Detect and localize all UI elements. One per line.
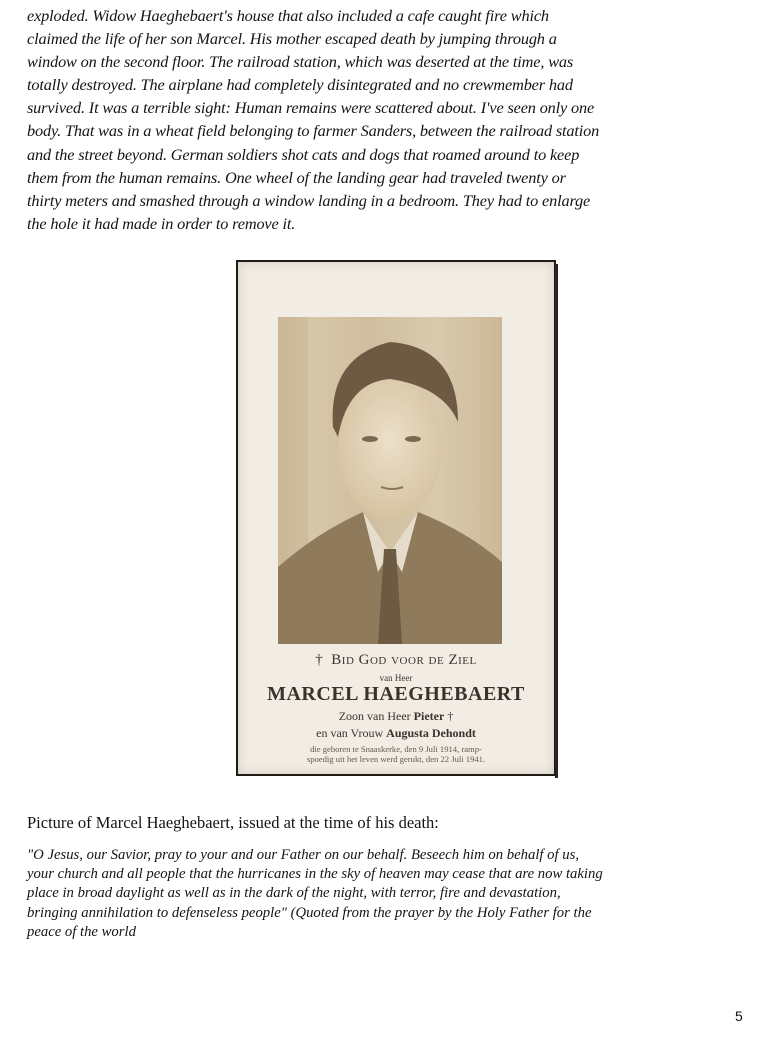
narrative-line: claimed the life of her son Marcel. His mother escaped death by jumping through a bbox=[27, 29, 557, 49]
quote-line: your church and all people that the hurricanes in the sky of heaven may cease that are now taking bbox=[27, 866, 603, 883]
narrative-line: thirty meters and smashed through a window landing in a bedroom. They had to enlarge bbox=[27, 190, 591, 210]
card-son-prefix: Zoon van Heer bbox=[338, 709, 411, 723]
photo-caption: Picture of Marcel Haeghebaert, issued at the time of his death: bbox=[27, 813, 439, 832]
quote-line: "O Jesus, our Savior, pray to your and our Father on our behalf. Beseech him on behalf of us, bbox=[27, 847, 579, 863]
narrative-line: window on the second floor. The railroad station, which was deserted at the time, was bbox=[27, 52, 574, 72]
card-dates-line: die geboren te Snaaskerke, den 9 Juli 1914, ramp- bbox=[310, 744, 482, 754]
narrative-paragraph bbox=[27, 4, 727, 235]
quote-line: place in broad daylight as well as in the dark of the night, with terror, fire and devastation, bbox=[27, 885, 561, 902]
card-mother-name: Augusta Dehondt bbox=[386, 726, 476, 740]
narrative-line: survived. It was a terrible sight: Human remains were scattered about. I've seen only one bbox=[27, 98, 595, 118]
narrative-line: exploded. Widow Haeghebaert's house that also included a cafe caught fire which bbox=[27, 6, 549, 25]
portrait-illustration bbox=[278, 317, 502, 644]
narrative-line: totally destroyed. The airplane had completely disintegrated and no crewmember had bbox=[27, 75, 573, 95]
cross-icon: † bbox=[315, 652, 324, 668]
card-dates-line: spoedig uit het leven werd gerukt, den 22 Juli 1941. bbox=[306, 754, 486, 764]
narrative-line: body. That was in a wheat field belonging to farmer Sanders, between the railroad station bbox=[27, 121, 600, 141]
narrative-line: the hole it had made in order to remove it. bbox=[27, 213, 296, 233]
card-mother-line bbox=[238, 726, 554, 741]
card-van-heer: van Heer bbox=[379, 673, 413, 683]
card-prayer-text: Bid God voor de Ziel bbox=[331, 652, 477, 668]
card-mother-prefix: en van Vrouw bbox=[316, 726, 384, 740]
card-prayer-line bbox=[238, 652, 554, 669]
card-deceased-name: MARCEL HAEGHEBAERT bbox=[267, 683, 525, 705]
cross-icon: † bbox=[447, 709, 454, 723]
quote-line: peace of the world bbox=[27, 923, 136, 940]
portrait-photo bbox=[278, 317, 502, 644]
card-son-of-line bbox=[238, 709, 554, 724]
page-number: 5 bbox=[735, 1008, 743, 1024]
card-father-name: Pieter bbox=[413, 709, 445, 723]
prayer-quote bbox=[27, 846, 727, 942]
card-dates bbox=[238, 744, 554, 764]
quote-line: bringing annihilation to defenseless people" (Quoted from the prayer by the Holy Father for the bbox=[27, 904, 592, 921]
narrative-line: them from the human remains. One wheel of the landing gear had traveled twenty or bbox=[27, 167, 566, 187]
narrative-line: and the street beyond. German soldiers shot cats and dogs that roamed around to keep bbox=[27, 144, 580, 164]
memorial-card bbox=[236, 260, 556, 776]
